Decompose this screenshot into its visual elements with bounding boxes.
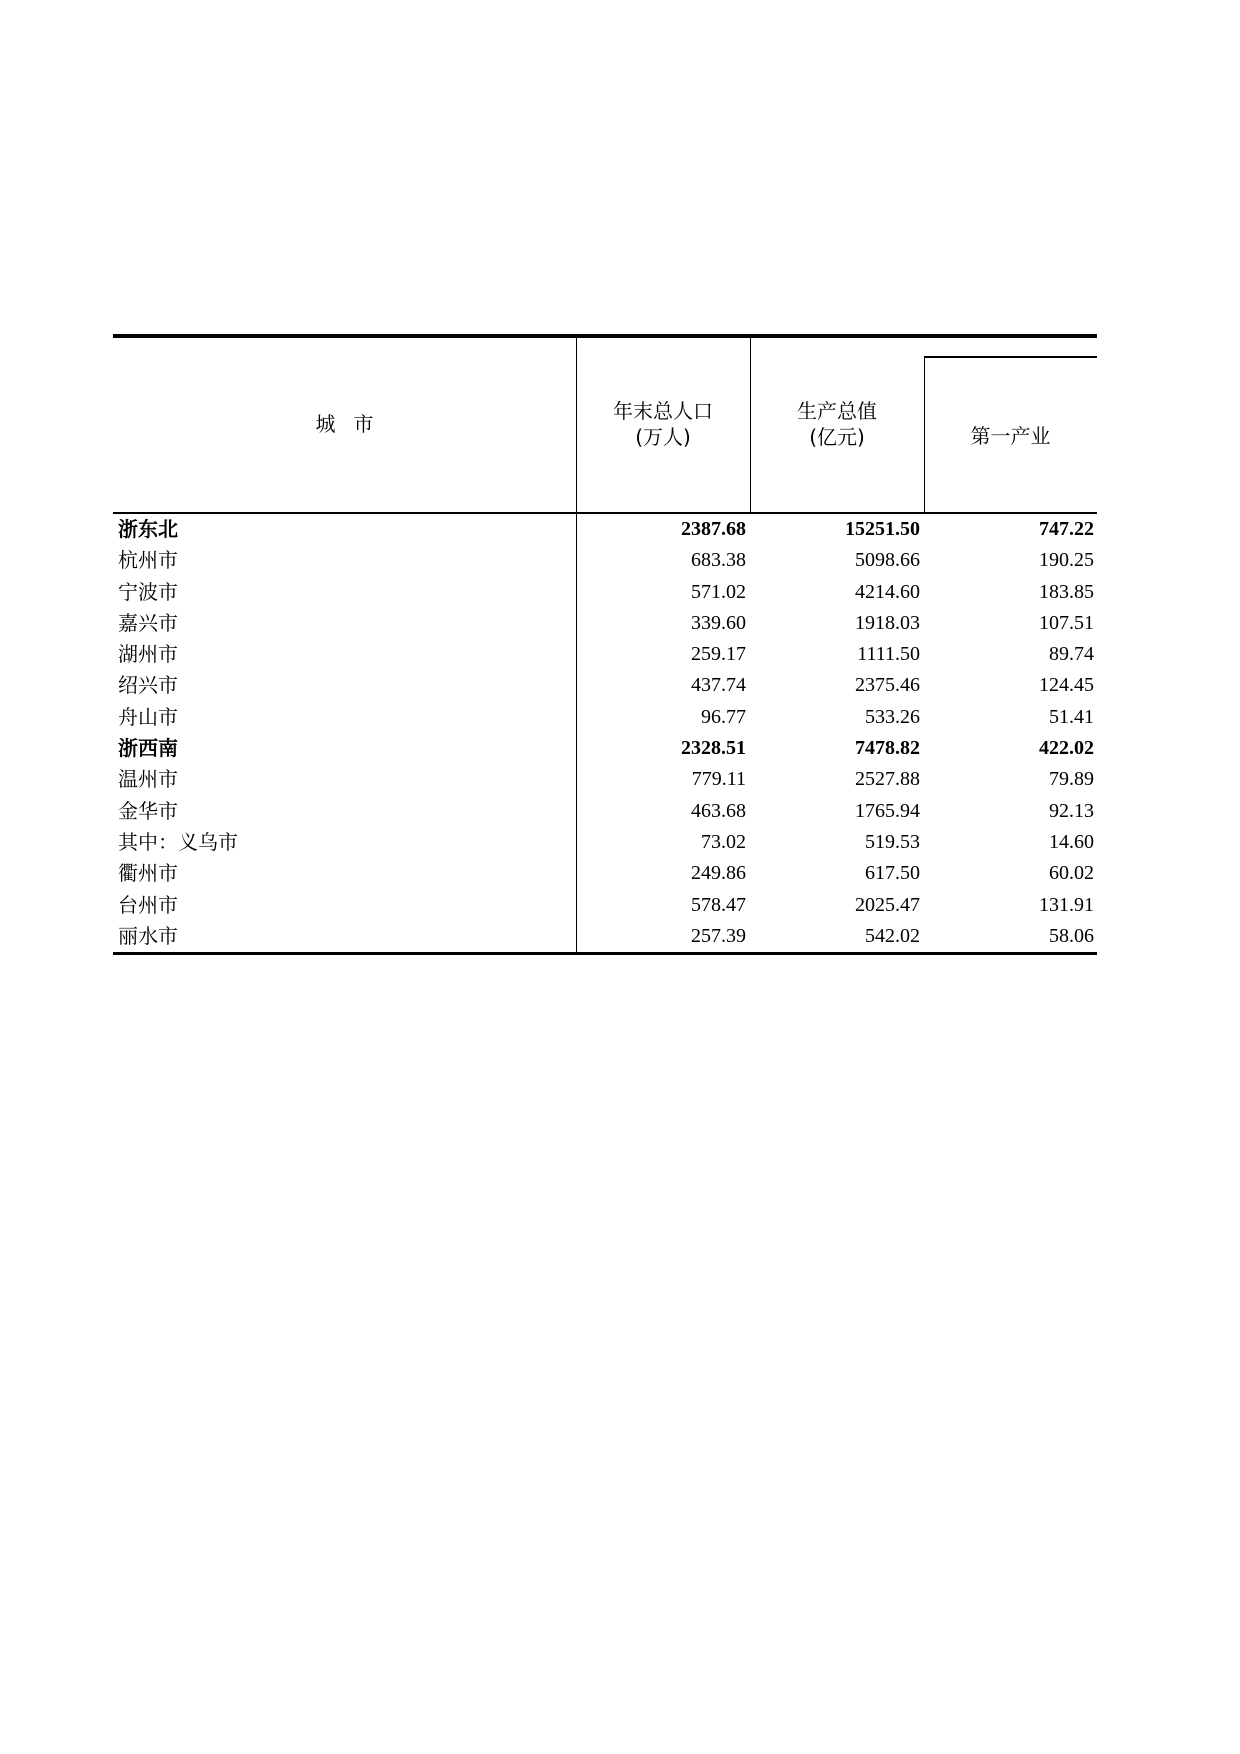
header-population xyxy=(576,398,750,450)
header-population-label: 年末总人口 xyxy=(613,399,713,423)
gdp-cell: 519.53 xyxy=(865,830,920,853)
primary-industry-cell: 89.74 xyxy=(1049,643,1094,666)
table-row xyxy=(113,827,1097,858)
primary-industry-cell: 51.41 xyxy=(1049,705,1094,728)
city-name-cell: 温州市 xyxy=(118,767,178,792)
city-name-cell: 台州市 xyxy=(118,892,178,917)
gdp-cell: 533.26 xyxy=(865,705,920,728)
header-gdp xyxy=(750,398,924,450)
city-name-cell: 湖州市 xyxy=(118,642,178,667)
population-cell: 2328.51 xyxy=(681,737,746,760)
table-top-rule xyxy=(113,334,1097,338)
table-row xyxy=(113,545,1097,576)
primary-industry-cell: 747.22 xyxy=(1039,518,1094,540)
table-body xyxy=(113,514,1097,952)
table-row xyxy=(113,577,1097,608)
gdp-cell: 1765.94 xyxy=(855,799,920,822)
gdp-cell: 4214.60 xyxy=(855,580,920,603)
population-cell: 463.68 xyxy=(691,799,746,822)
population-cell: 437.74 xyxy=(691,674,746,697)
city-name-cell: 其中：义乌市 xyxy=(118,829,238,854)
population-cell: 339.60 xyxy=(691,611,746,634)
header-city xyxy=(113,411,576,437)
primary-industry-cell: 14.60 xyxy=(1049,830,1094,853)
city-name-cell: 杭州市 xyxy=(118,548,178,573)
primary-industry-header-rule xyxy=(924,356,1097,358)
city-name-cell: 绍兴市 xyxy=(118,673,178,698)
header-primary-industry xyxy=(924,423,1097,449)
header-city-label: 城市 xyxy=(315,412,392,436)
gdp-cell: 5098.66 xyxy=(855,549,920,572)
table-row xyxy=(113,702,1097,733)
table-row xyxy=(113,514,1097,545)
population-cell: 249.86 xyxy=(691,862,746,885)
primary-industry-cell: 60.02 xyxy=(1049,862,1094,885)
table-row xyxy=(113,921,1097,952)
population-cell: 683.38 xyxy=(691,549,746,572)
gdp-cell: 1111.50 xyxy=(857,643,920,666)
city-name-cell: 丽水市 xyxy=(118,923,178,948)
table-row xyxy=(113,639,1097,670)
gdp-cell: 617.50 xyxy=(865,862,920,885)
header-population-unit: (万人) xyxy=(635,425,691,449)
primary-industry-cell: 124.45 xyxy=(1039,674,1094,697)
primary-industry-cell: 422.02 xyxy=(1039,737,1094,760)
header-gdp-label: 生产总值 xyxy=(797,399,877,423)
city-name-cell: 金华市 xyxy=(118,798,178,823)
primary-industry-cell: 58.06 xyxy=(1049,924,1094,947)
header-gdp-unit: (亿元) xyxy=(809,425,865,449)
primary-industry-cell: 183.85 xyxy=(1039,580,1094,603)
gdp-cell: 15251.50 xyxy=(845,518,920,540)
gdp-cell: 2375.46 xyxy=(855,674,920,697)
gdp-cell: 2025.47 xyxy=(855,893,920,916)
primary-industry-cell: 92.13 xyxy=(1049,799,1094,822)
population-cell: 96.77 xyxy=(701,705,746,728)
city-name-cell: 嘉兴市 xyxy=(118,610,178,635)
city-name-cell: 浙东北 xyxy=(118,517,178,541)
population-cell: 779.11 xyxy=(691,768,746,791)
primary-industry-cell: 131.91 xyxy=(1039,893,1094,916)
gdp-cell: 542.02 xyxy=(865,924,920,947)
population-cell: 571.02 xyxy=(691,580,746,603)
primary-industry-cell: 79.89 xyxy=(1049,768,1094,791)
gdp-cell: 1918.03 xyxy=(855,611,920,634)
gdp-cell: 2527.88 xyxy=(855,768,920,791)
table-row xyxy=(113,608,1097,639)
population-cell: 259.17 xyxy=(691,643,746,666)
table-bottom-rule xyxy=(113,952,1097,955)
table-row xyxy=(113,858,1097,889)
table-row xyxy=(113,890,1097,921)
table-row xyxy=(113,796,1097,827)
city-name-cell: 衢州市 xyxy=(118,861,178,886)
primary-industry-cell: 190.25 xyxy=(1039,549,1094,572)
gdp-cell: 7478.82 xyxy=(855,737,920,760)
city-name-cell: 舟山市 xyxy=(118,704,178,729)
city-name-cell: 浙西南 xyxy=(118,736,178,761)
table-row xyxy=(113,764,1097,795)
population-cell: 257.39 xyxy=(691,924,746,947)
table-row xyxy=(113,733,1097,764)
city-name-cell: 宁波市 xyxy=(118,579,178,604)
header-primary-industry-label: 第一产业 xyxy=(970,424,1051,448)
population-cell: 73.02 xyxy=(701,830,746,853)
primary-industry-cell: 107.51 xyxy=(1039,611,1094,634)
table-row xyxy=(113,670,1097,701)
population-cell: 2387.68 xyxy=(681,518,746,540)
population-cell: 578.47 xyxy=(691,893,746,916)
